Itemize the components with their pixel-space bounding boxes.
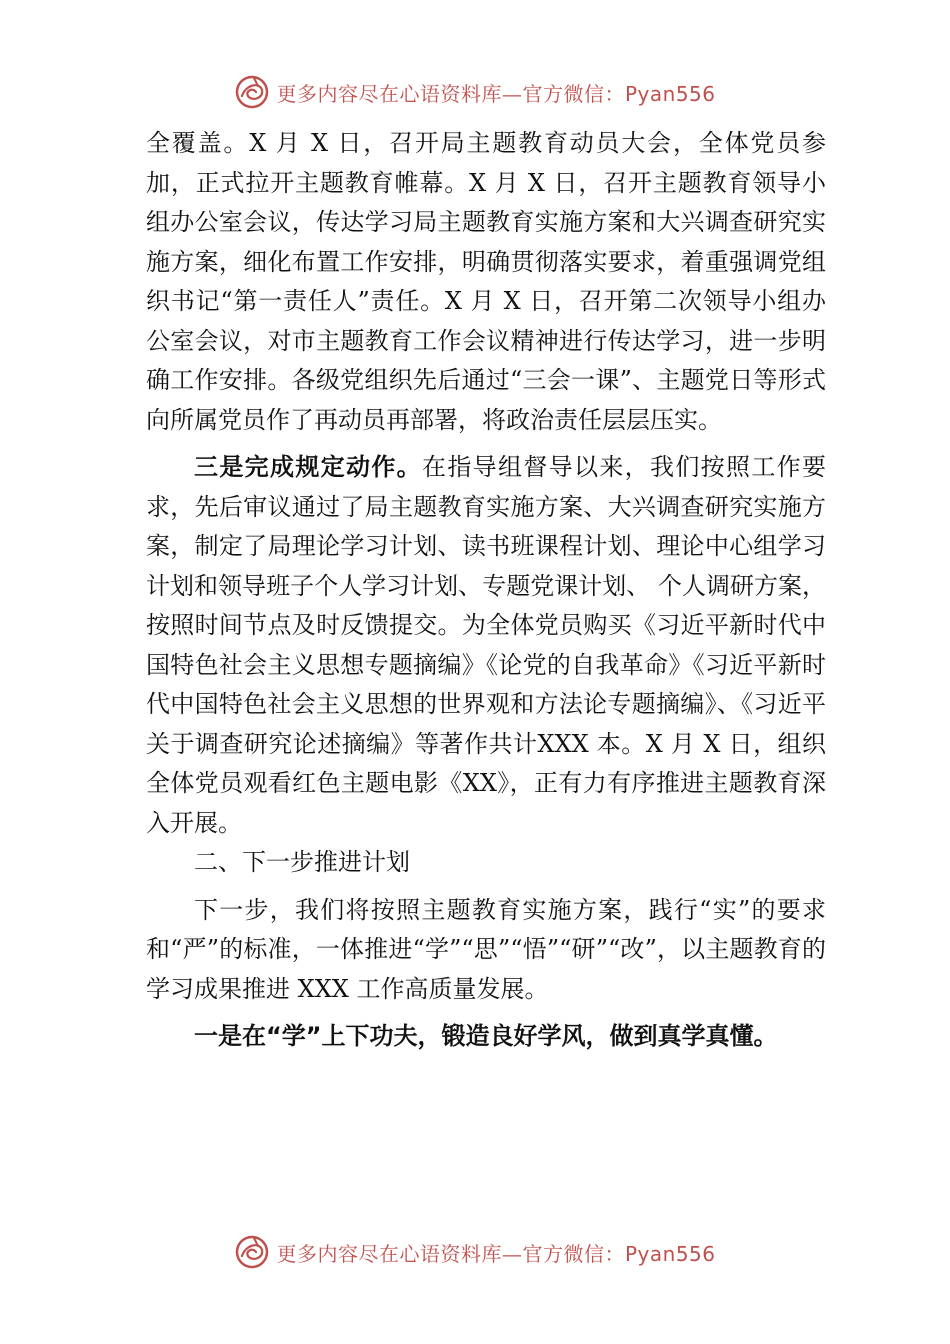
header-banner-text: 更多内容尽在心语资料库—官方微信：Pyan556 — [276, 81, 716, 106]
swirl-logo-icon — [234, 1234, 270, 1270]
header-wechat-id: Pyan556 — [624, 81, 716, 106]
paragraph-4-bold: 一是在“学”上下功夫，锻造良好学风，做到真学真懂。 — [194, 1022, 778, 1050]
paragraph-1: 全覆盖。X 月 X 日，召开局主题教育动员大会，全体党员参加，正式拉开主题教育帷幕。X 月 X 日，召开主题教育领导小组办公室会议，传达学习局主题教育实施方案和大兴调查研究实施方案，细化布置工作安排，明确贯彻落实要求，着重强调党组织书记“第一责任人”责任。X 月 X 日，召开第二次领导小组办公室会议，对市主题教育工作会议精神进行传达学习，进一步明确工作安排。各级党组织先后通过“三会一课”、主题党日等形式向所属党员作了再动员再部署，将政治责任层层压实。 — [146, 129, 826, 434]
paragraph-3: 下一步，我们将按照主题教育实施方案，践行“实”的要求和“严”的标准，一体推进“学”“思”“悟”“研”“改”，以主题教育的学习成果推进 XXX 工作高质量发展。 — [146, 895, 826, 1003]
paragraph-2 — [146, 448, 826, 843]
header-banner — [0, 70, 950, 114]
swirl-logo-icon — [234, 74, 270, 110]
paragraph-2-body: 在指导组督导以来，我们按照工作要求，先后审议通过了局主题教育实施方案、大兴调查研究实施方案，制定了局理论学习计划、读书班课程计划、理论中心组学习计划和领导班子个人学习计划、专题党课计划、 个人调研方案，按照时间节点及时反馈提交。为全体党员购买《习近平新时代中国特色社会主义思想专题摘编》《论党的自我革命》《习近平新时代中国特色社会主义思想的世界观和方法论专题摘编》、《习近平关于调查研究论述摘编》等著作共计XXX 本。X 月 X 日，组织全体党员观看红色主题电影《XX》，正有力有序推进主题教育深入开展。 — [146, 453, 826, 837]
footer-wechat-id: Pyan556 — [624, 1241, 716, 1266]
paragraph-2-lead: 三是完成规定动作。 — [194, 453, 422, 481]
document-body — [146, 124, 826, 1057]
footer-banner — [0, 1230, 950, 1274]
footer-banner-text: 更多内容尽在心语资料库—官方微信：Pyan556 — [276, 1241, 716, 1266]
section-heading-2: 二、下一步推进计划 — [194, 848, 410, 876]
